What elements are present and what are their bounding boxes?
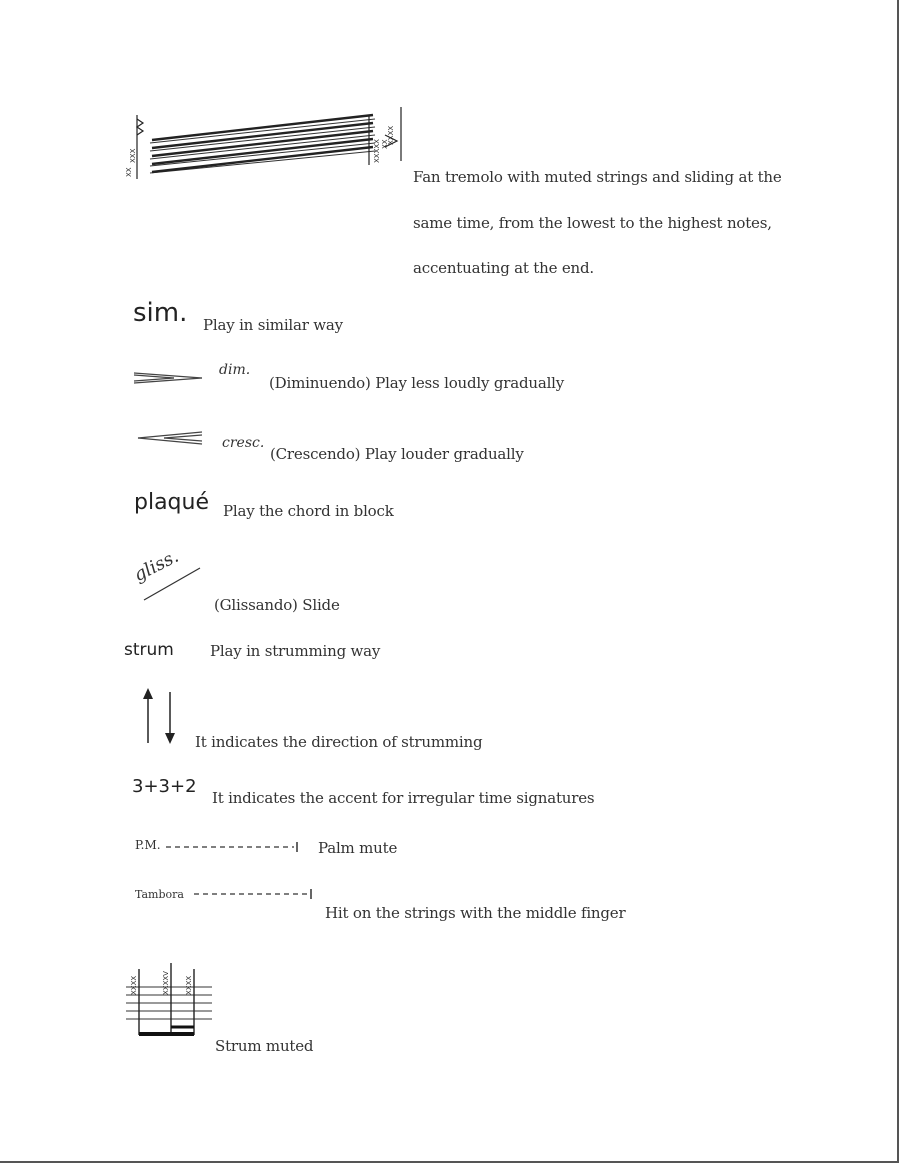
- palm-mute-symbol: P.M.: [135, 838, 161, 852]
- gliss-symbol: gliss.: [130, 545, 183, 586]
- svg-text:XX: XX: [125, 167, 133, 177]
- accent-symbol: 3+3+2: [132, 776, 197, 797]
- fan-tremolo-staff-graphic: [125, 105, 405, 185]
- strum-description: Play in strumming way: [210, 642, 381, 660]
- strum-symbol: strum: [124, 640, 174, 660]
- fan-tremolo-line-1: Fan tremolo with muted strings and sliding at the: [413, 168, 782, 186]
- glissando-line-icon: [144, 566, 204, 602]
- svg-text:XXXXV: XXXXV: [162, 971, 170, 995]
- palm-mute-description: Palm mute: [318, 839, 398, 857]
- dim-symbol: dim.: [219, 362, 251, 378]
- dim-description: (Diminuendo) Play less loudly gradually: [269, 374, 565, 392]
- gliss-description: (Glissando) Slide: [214, 596, 340, 614]
- fan-tremolo-line-3: accentuating at the end.: [413, 259, 594, 277]
- svg-text:XXX: XXX: [129, 148, 137, 163]
- strum-up-arrow-icon: [141, 688, 155, 744]
- plaque-description: Play the chord in block: [223, 502, 394, 520]
- sim-description: Play in similar way: [203, 316, 343, 334]
- fan-tremolo-line-2: same time, from the lowest to the highest notes,: [413, 214, 772, 232]
- diminuendo-hairpin-icon: [134, 370, 204, 386]
- svg-text:XXXX: XXXX: [130, 975, 138, 995]
- tambora-dashed-line-icon: [194, 887, 318, 901]
- plaque-symbol: plaqué: [134, 490, 210, 515]
- strum-down-arrow-icon: [163, 692, 177, 744]
- strum-direction-description: It indicates the direction of strumming: [195, 733, 483, 751]
- svg-text:XX: XX: [381, 139, 389, 149]
- cresc-description: (Crescendo) Play louder gradually: [270, 445, 524, 463]
- accent-description: It indicates the accent for irregular time signatures: [212, 789, 595, 807]
- strum-muted-description: Strum muted: [215, 1037, 314, 1055]
- sim-symbol: sim.: [133, 298, 188, 328]
- cresc-symbol: cresc.: [222, 435, 265, 451]
- tambora-description: Hit on the strings with the middle finger: [325, 904, 626, 922]
- palm-mute-dashed-line-icon: [166, 840, 302, 854]
- svg-text:XXXX: XXXX: [387, 125, 395, 145]
- svg-text:XXXXX: XXXXX: [373, 139, 381, 163]
- strum-muted-staff-graphic: [124, 955, 216, 1039]
- crescendo-hairpin-icon: [136, 430, 206, 446]
- svg-text:XXXX: XXXX: [185, 975, 193, 995]
- tambora-symbol: Tambora: [135, 888, 184, 901]
